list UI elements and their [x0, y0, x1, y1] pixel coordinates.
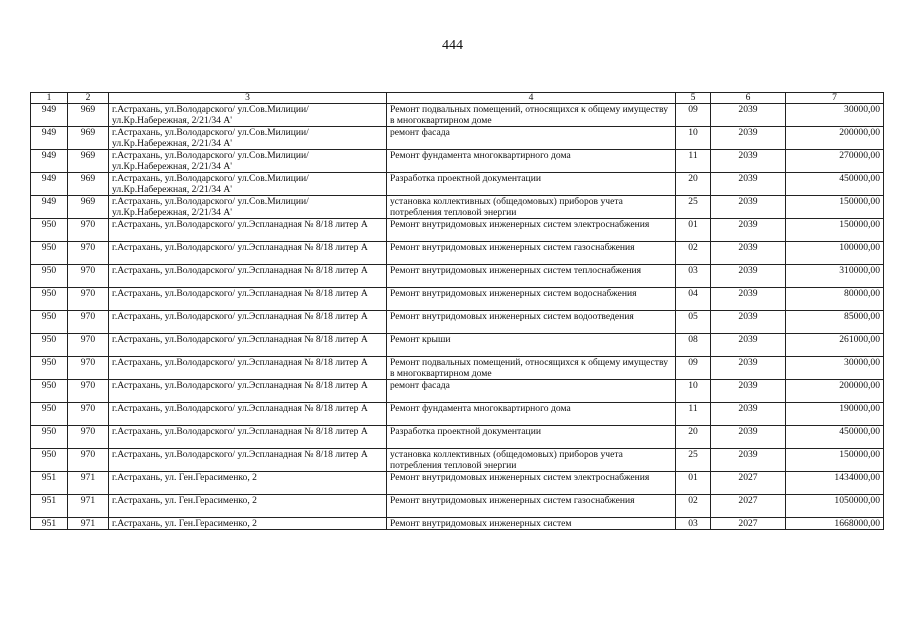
cost-cell: 1434000,00 — [786, 472, 884, 495]
work-type-cell: Ремонт крыши — [387, 334, 676, 357]
cost-cell: 150000,00 — [786, 219, 884, 242]
table-row — [31, 242, 884, 265]
house-id-cell: 969 — [68, 104, 109, 127]
work-code-cell: 10 — [676, 127, 711, 150]
year-cell: 2027 — [711, 472, 786, 495]
work-code-cell: 01 — [676, 219, 711, 242]
header-col-7: 7 — [786, 93, 884, 104]
work-type-cell: Ремонт внутридомовых инженерных систем водоснабжения — [387, 288, 676, 311]
work-code-cell: 05 — [676, 311, 711, 334]
header-col-3: 3 — [109, 93, 387, 104]
row-number-cell: 950 — [31, 219, 68, 242]
table-row — [31, 150, 884, 173]
year-cell: 2039 — [711, 311, 786, 334]
house-id-cell: 969 — [68, 127, 109, 150]
work-code-cell: 11 — [676, 403, 711, 426]
house-id-cell: 969 — [68, 150, 109, 173]
cost-cell: 190000,00 — [786, 403, 884, 426]
header-col-6: 6 — [711, 93, 786, 104]
address-cell: г.Астрахань, ул.Володарского/ ул.Эспланадная № 8/18 литер А — [109, 311, 387, 334]
work-type-cell: Ремонт внутридомовых инженерных систем электроснабжения — [387, 219, 676, 242]
year-cell: 2039 — [711, 403, 786, 426]
year-cell: 2027 — [711, 518, 786, 530]
cost-cell: 30000,00 — [786, 104, 884, 127]
cost-cell: 150000,00 — [786, 196, 884, 219]
address-cell: г.Астрахань, ул.Володарского/ ул.Эспланадная № 8/18 литер А — [109, 449, 387, 472]
row-number-cell: 950 — [31, 265, 68, 288]
address-cell: г.Астрахань, ул. Ген.Герасименко, 2 — [109, 518, 387, 530]
work-type-cell: Ремонт внутридомовых инженерных систем водоотведения — [387, 311, 676, 334]
row-number-cell: 950 — [31, 449, 68, 472]
work-type-cell: Ремонт фундамента многоквартирного дома — [387, 150, 676, 173]
cost-cell: 200000,00 — [786, 380, 884, 403]
house-id-cell: 970 — [68, 334, 109, 357]
house-id-cell: 970 — [68, 357, 109, 380]
year-cell: 2039 — [711, 288, 786, 311]
address-cell: г.Астрахань, ул.Володарского/ ул.Эспланадная № 8/18 литер А — [109, 288, 387, 311]
table-row — [31, 219, 884, 242]
table-row — [31, 380, 884, 403]
address-cell: г.Астрахань, ул.Володарского/ ул.Эспланадная № 8/18 литер А — [109, 219, 387, 242]
cost-cell: 450000,00 — [786, 173, 884, 196]
table-row — [31, 357, 884, 380]
work-type-cell: Ремонт внутридомовых инженерных систем газоснабжения — [387, 495, 676, 518]
row-number-cell: 950 — [31, 357, 68, 380]
address-cell: г.Астрахань, ул.Володарского/ ул.Сов.Милиции/ ул.Кр.Набережная, 2/21/34 А' — [109, 104, 387, 127]
table-row — [31, 288, 884, 311]
table-row — [31, 495, 884, 518]
work-type-cell: Разработка проектной документации — [387, 426, 676, 449]
work-code-cell: 09 — [676, 357, 711, 380]
house-id-cell: 969 — [68, 196, 109, 219]
address-cell: г.Астрахань, ул.Володарского/ ул.Эспланадная № 8/18 литер А — [109, 242, 387, 265]
capital-repair-table — [30, 92, 884, 530]
work-type-cell: Ремонт внутридомовых инженерных систем теплоснабжения — [387, 265, 676, 288]
year-cell: 2039 — [711, 449, 786, 472]
work-type-cell: Разработка проектной документации — [387, 173, 676, 196]
address-cell: г.Астрахань, ул. Ген.Герасименко, 2 — [109, 495, 387, 518]
header-col-5: 5 — [676, 93, 711, 104]
row-number-cell: 950 — [31, 334, 68, 357]
work-code-cell: 09 — [676, 104, 711, 127]
work-code-cell: 04 — [676, 288, 711, 311]
cost-cell: 100000,00 — [786, 242, 884, 265]
house-id-cell: 970 — [68, 265, 109, 288]
year-cell: 2039 — [711, 150, 786, 173]
header-col-4: 4 — [387, 93, 676, 104]
table-row — [31, 311, 884, 334]
house-id-cell: 970 — [68, 403, 109, 426]
table-row — [31, 104, 884, 127]
row-number-cell: 951 — [31, 518, 68, 530]
work-code-cell: 11 — [676, 150, 711, 173]
table-row — [31, 449, 884, 472]
row-number-cell: 950 — [31, 288, 68, 311]
address-cell: г.Астрахань, ул.Володарского/ ул.Эспланадная № 8/18 литер А — [109, 357, 387, 380]
table-row — [31, 334, 884, 357]
row-number-cell: 949 — [31, 150, 68, 173]
house-id-cell: 970 — [68, 449, 109, 472]
work-type-cell: ремонт фасада — [387, 127, 676, 150]
house-id-cell: 970 — [68, 311, 109, 334]
table-row — [31, 403, 884, 426]
work-type-cell: ремонт фасада — [387, 380, 676, 403]
address-cell: г.Астрахань, ул.Володарского/ ул.Эспланадная № 8/18 литер А — [109, 403, 387, 426]
house-id-cell: 970 — [68, 380, 109, 403]
table-row — [31, 518, 884, 530]
row-number-cell: 951 — [31, 495, 68, 518]
cost-cell: 450000,00 — [786, 426, 884, 449]
work-code-cell: 02 — [676, 495, 711, 518]
cost-cell: 261000,00 — [786, 334, 884, 357]
work-code-cell: 10 — [676, 380, 711, 403]
cost-cell: 30000,00 — [786, 357, 884, 380]
address-cell: г.Астрахань, ул.Володарского/ ул.Сов.Милиции/ ул.Кр.Набережная, 2/21/34 А' — [109, 173, 387, 196]
work-code-cell: 01 — [676, 472, 711, 495]
header-col-2: 2 — [68, 93, 109, 104]
table-row — [31, 265, 884, 288]
year-cell: 2039 — [711, 357, 786, 380]
work-type-cell: Ремонт фундамента многоквартирного дома — [387, 403, 676, 426]
cost-cell: 1668000,00 — [786, 518, 884, 530]
work-type-cell: Ремонт внутридомовых инженерных систем — [387, 518, 676, 530]
address-cell: г.Астрахань, ул.Володарского/ ул.Сов.Милиции/ ул.Кр.Набережная, 2/21/34 А' — [109, 196, 387, 219]
work-type-cell: Ремонт внутридомовых инженерных систем электроснабжения — [387, 472, 676, 495]
table-body — [31, 104, 884, 530]
year-cell: 2039 — [711, 426, 786, 449]
address-cell: г.Астрахань, ул.Володарского/ ул.Сов.Милиции/ ул.Кр.Набережная, 2/21/34 А' — [109, 150, 387, 173]
work-code-cell: 03 — [676, 518, 711, 530]
work-type-cell: Ремонт внутридомовых инженерных систем газоснабжения — [387, 242, 676, 265]
work-type-cell: установка коллективных (общедомовых) приборов учета потребления тепловой энергии — [387, 449, 676, 472]
year-cell: 2039 — [711, 265, 786, 288]
row-number-cell: 949 — [31, 196, 68, 219]
row-number-cell: 950 — [31, 403, 68, 426]
year-cell: 2039 — [711, 104, 786, 127]
work-type-cell: установка коллективных (общедомовых) приборов учета потребления тепловой энергии — [387, 196, 676, 219]
work-code-cell: 25 — [676, 196, 711, 219]
year-cell: 2039 — [711, 173, 786, 196]
row-number-cell: 949 — [31, 127, 68, 150]
house-id-cell: 971 — [68, 472, 109, 495]
header-row — [31, 93, 884, 104]
work-code-cell: 03 — [676, 265, 711, 288]
cost-cell: 150000,00 — [786, 449, 884, 472]
address-cell: г.Астрахань, ул.Володарского/ ул.Эспланадная № 8/18 литер А — [109, 334, 387, 357]
row-number-cell: 949 — [31, 173, 68, 196]
table-row — [31, 127, 884, 150]
address-cell: г.Астрахань, ул.Володарского/ ул.Эспланадная № 8/18 литер А — [109, 265, 387, 288]
cost-cell: 200000,00 — [786, 127, 884, 150]
house-id-cell: 969 — [68, 173, 109, 196]
row-number-cell: 950 — [31, 426, 68, 449]
year-cell: 2039 — [711, 219, 786, 242]
address-cell: г.Астрахань, ул.Володарского/ ул.Эспланадная № 8/18 литер А — [109, 380, 387, 403]
work-code-cell: 08 — [676, 334, 711, 357]
table-row — [31, 173, 884, 196]
house-id-cell: 970 — [68, 426, 109, 449]
table-row — [31, 196, 884, 219]
table-row — [31, 426, 884, 449]
table-row — [31, 472, 884, 495]
row-number-cell: 949 — [31, 104, 68, 127]
row-number-cell: 950 — [31, 242, 68, 265]
house-id-cell: 970 — [68, 242, 109, 265]
house-id-cell: 971 — [68, 518, 109, 530]
year-cell: 2039 — [711, 127, 786, 150]
header-col-1: 1 — [31, 93, 68, 104]
work-code-cell: 20 — [676, 426, 711, 449]
address-cell: г.Астрахань, ул.Володарского/ ул.Эспланадная № 8/18 литер А — [109, 426, 387, 449]
cost-cell: 270000,00 — [786, 150, 884, 173]
house-id-cell: 971 — [68, 495, 109, 518]
work-type-cell: Ремонт подвальных помещений, относящихся к общему имуществу в многоквартирном доме — [387, 357, 676, 380]
address-cell: г.Астрахань, ул. Ген.Герасименко, 2 — [109, 472, 387, 495]
year-cell: 2027 — [711, 495, 786, 518]
cost-cell: 310000,00 — [786, 265, 884, 288]
work-code-cell: 20 — [676, 173, 711, 196]
house-id-cell: 970 — [68, 288, 109, 311]
row-number-cell: 950 — [31, 311, 68, 334]
cost-cell: 80000,00 — [786, 288, 884, 311]
year-cell: 2039 — [711, 334, 786, 357]
work-code-cell: 02 — [676, 242, 711, 265]
page-number: 444 — [442, 38, 463, 53]
table-header — [31, 93, 884, 104]
year-cell: 2039 — [711, 380, 786, 403]
cost-cell: 1050000,00 — [786, 495, 884, 518]
house-id-cell: 970 — [68, 219, 109, 242]
address-cell: г.Астрахань, ул.Володарского/ ул.Сов.Милиции/ ул.Кр.Набережная, 2/21/34 А' — [109, 127, 387, 150]
year-cell: 2039 — [711, 242, 786, 265]
year-cell: 2039 — [711, 196, 786, 219]
work-type-cell: Ремонт подвальных помещений, относящихся к общему имуществу в многоквартирном доме — [387, 104, 676, 127]
row-number-cell: 950 — [31, 380, 68, 403]
row-number-cell: 951 — [31, 472, 68, 495]
cost-cell: 85000,00 — [786, 311, 884, 334]
work-code-cell: 25 — [676, 449, 711, 472]
